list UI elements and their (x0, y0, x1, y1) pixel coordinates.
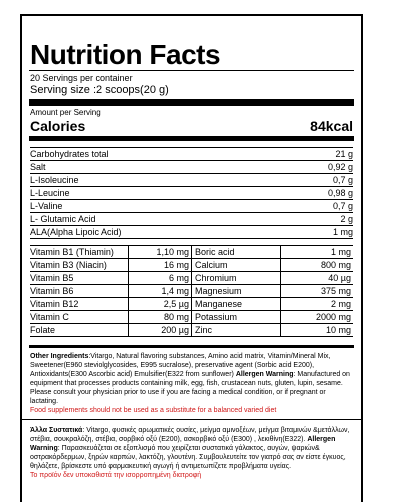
calories-label: Calories (30, 118, 86, 134)
vitamin-column (30, 246, 192, 336)
table-row: Chromium 40 µg (192, 272, 353, 285)
allergen-text-gr: : Παρασκευάζεται σε εξοπλισμό που χειρίζεται συστατικά γάλακτος, αυγών, ψαριών& οστρακόρδερμων, ξηρών καρπών, λακτόζη, γλουτένη. Συμβουλευτείτε τον γιατρό σας αν είστε έγκυος, θηλάζετε, βρίσκεστε υπό φαρμακευτική αγωγή ή αντιμετωπίζετε προβλήματα υγείας. (30, 445, 346, 470)
table-row: Vitamin B3 (Niacin) 16 mg (30, 260, 189, 270)
table-row: L- Glutamic Acid 2 g (30, 214, 353, 224)
disclaimer: Food supplements should not be used as a substitute for a balanced varied diet (30, 407, 277, 414)
divider (29, 70, 354, 71)
ingredients-english (30, 352, 353, 415)
table-row: Calcium 800 mg (192, 259, 353, 272)
table-row: Folate 200 µg (30, 325, 189, 335)
table-row: Magnesium 375 mg (192, 285, 353, 298)
table-row: Vitamin B5 6 mg (30, 273, 189, 283)
table-row: Salt 0,92 g (30, 162, 353, 172)
table-row: Vitamin B6 1,4 mg (30, 286, 189, 296)
mineral-column (192, 246, 353, 336)
calories-value: 84kcal (310, 118, 353, 134)
table-row: Vitamin C 80 mg (30, 312, 189, 322)
servings-per-container: 20 Servings per container (30, 73, 133, 83)
table-row: Vitamin B12 2,5 µg (30, 299, 189, 309)
disclaimer-gr: Το προϊόν δεν υποκαθιστά την ισορροπημένη διατροφή (30, 472, 202, 479)
ingredients-label: Other Ingredients (30, 353, 89, 360)
title: Nutrition Facts (30, 39, 221, 70)
allergen-label: Allergen Warning (235, 371, 294, 378)
ingredients-greek (30, 426, 353, 480)
amount-per-serving: Amount per Serving (30, 108, 101, 117)
table-row: L-Isoleucine 0,7 g (30, 175, 353, 185)
table-row: ALA(Alpha Lipoic Acid) 1 mg (30, 227, 353, 237)
table-row: Zinc 10 mg (195, 325, 351, 335)
thick-divider (29, 345, 354, 348)
allergen-label-gr: Allergen Warning (30, 436, 336, 452)
ingredients-label-gr: Άλλα Συστατικά (30, 427, 83, 434)
table-row: Manganese 2 mg (192, 298, 353, 311)
ingredients-text: :Vitargo, Natural flavoring substances, Amino acid matrix, Vitamin/Mineral Mix, Sweetener(E960 steviolglycosides, E995 sucralose), preservative agent (Sorbic acid E200), Antioxidants(E300 Ascorbic acid) Emulsifier(E322 from sunflower) (30, 353, 331, 378)
allergen-text: : Manufactured on equipment that processes products containing milk, egg, fish, crustacean nuts, gluten, lupin, sesame. Please consult your physician prior to use if you are facing a medical condition, or if pregnant or lactating. (30, 371, 350, 405)
thick-divider (29, 99, 354, 106)
table-row: L-Leucine 0,98 g (30, 188, 353, 198)
serving-size: Serving size :2 scoops(20 g) (30, 84, 169, 96)
divider (22, 419, 361, 420)
table-row: Boric acid 1 mg (192, 246, 353, 259)
table-row: Carbohydrates total 21 g (30, 149, 353, 159)
table-row: Vitamin B1 (Thiamin) 1,10 mg (30, 247, 189, 257)
table-row: L-Valine 0,7 g (30, 201, 353, 211)
nutrient-table (30, 147, 353, 239)
ingredients-text-gr: : Vitargo, φυσικές αρωματικές ουσίες, μείγμα αμινοξέων, μείγμα βιταμινών &μετάλλων, στέβια, σουκραλόζη, στέβια, σορβικό οξύ (Ε200), ασκορβικό οξύ (Ε300) , λεκιθίνη(Ε322). (30, 427, 350, 443)
nutrition-facts-panel (20, 14, 363, 502)
calories-row (30, 118, 353, 136)
table-row: Potassium 2000 mg (192, 311, 353, 324)
vitamin-mineral-table (30, 245, 353, 337)
